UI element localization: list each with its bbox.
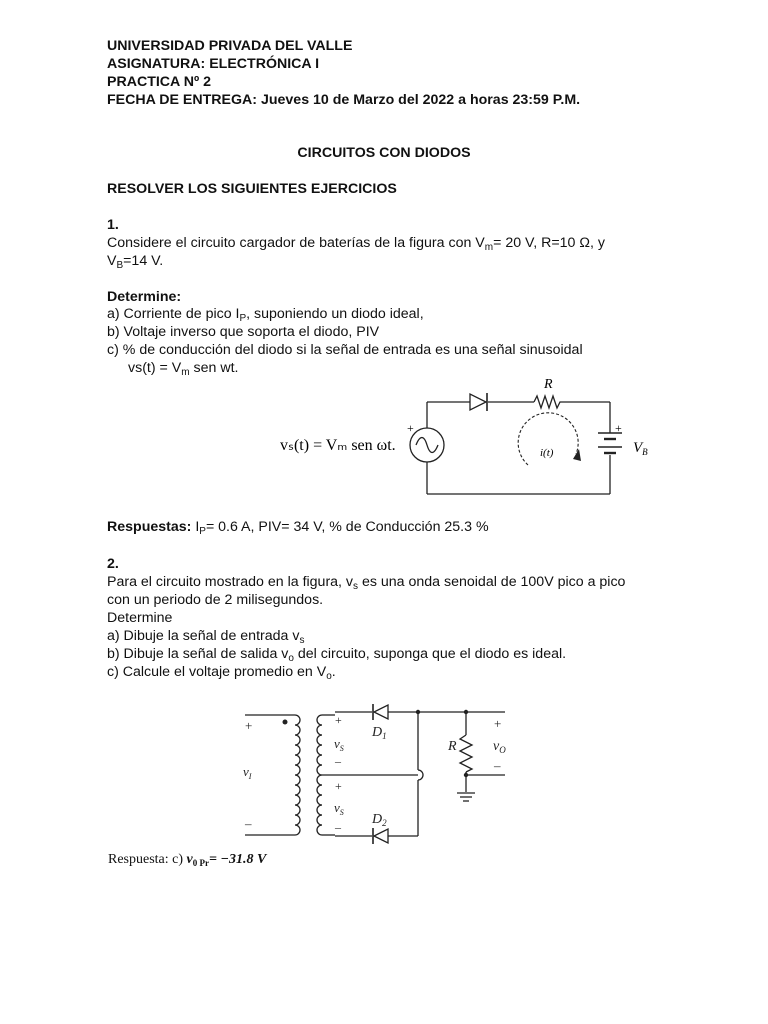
svg-text:+: + bbox=[615, 421, 622, 435]
exercise-2-determine: Determine bbox=[107, 610, 173, 626]
practice-number: PRACTICA Nº 2 bbox=[107, 74, 211, 90]
battery-charger-circuit-diagram bbox=[270, 372, 670, 502]
svg-text:–: – bbox=[335, 754, 341, 768]
junction-dot-icon bbox=[464, 710, 468, 714]
junction-dot-icon bbox=[416, 710, 420, 714]
exercise-2-statement: Para el circuito mostrado en la figura, $v_s$ es una onda senoidal de 100V pico a pico bbox=[107, 574, 626, 592]
due-date: FECHA DE ENTREGA: Jueves 10 de Marzo del 2022 a horas 23:59 P.M. bbox=[107, 92, 581, 108]
junction-dot-icon bbox=[464, 773, 468, 777]
svg-text:+: + bbox=[245, 718, 253, 733]
diode-icon bbox=[470, 393, 487, 411]
exercise-1-answers: Respuestas: $I_P= 0.6$ A, PIV= 34 V, % de Conducción 25.3 % bbox=[107, 519, 489, 537]
subject-line: ASIGNATURA: ELECTRÓNICA I bbox=[107, 56, 320, 72]
source-equation: vₛ(t) = Vₘ sen ωt. bbox=[280, 437, 396, 454]
svg-text:vS: $v_S$ bbox=[334, 736, 344, 753]
svg-text:–: – bbox=[335, 820, 341, 834]
ground-icon bbox=[457, 793, 475, 801]
svg-text:+: + bbox=[335, 779, 342, 793]
resistor-icon bbox=[460, 735, 472, 772]
svg-text:VB: $V_B$ bbox=[633, 440, 648, 457]
svg-text:+: + bbox=[494, 716, 502, 731]
instructions-heading: RESOLVER LOS SIGUIENTES EJERCICIOS bbox=[107, 181, 397, 197]
svg-text:+: + bbox=[407, 421, 414, 435]
svg-text:i(t): i(t) bbox=[540, 447, 554, 459]
svg-text:vO: $v_O$ bbox=[493, 739, 506, 755]
exercise-1-determine: Determine: bbox=[107, 289, 182, 305]
exercise-1-item-a: a) Corriente de pico $I_P$, suponiendo un diodo ideal, bbox=[107, 306, 424, 324]
svg-text:D2: $D_2$ bbox=[372, 812, 387, 828]
exercise-1-statement: Considere el circuito cargador de baterías de la figura con $V_m= 20$ V, R=10 Ω, y bbox=[107, 235, 605, 253]
full-wave-rectifier-diagram bbox=[235, 700, 525, 845]
exercise-1-item-c: c) % de conducción del diodo si la señal de entrada es una señal sinusoidal bbox=[107, 342, 583, 358]
exercise-2-statement-cont: con un periodo de 2 milisegundos. bbox=[107, 592, 324, 608]
exercise-1-item-b: b) Voltaje inverso que soporta el diodo, PIV bbox=[107, 324, 380, 340]
svg-text:–: – bbox=[245, 816, 252, 831]
svg-text:vI: $v_I$ bbox=[243, 764, 252, 781]
svg-text:R: R bbox=[544, 377, 553, 392]
exercise-1-item-c-formula: $vs(t) = V_m$ sen wt. bbox=[128, 360, 239, 378]
exercise-2-number: 2. bbox=[107, 556, 119, 572]
polarity-dot-icon bbox=[283, 720, 288, 725]
exercise-2-item-b: b) Dibuje la señal de salida $v_o$ del circuito, suponga que el diodo es ideal. bbox=[107, 646, 567, 664]
exercise-2-item-c: c) Calcule el voltaje promedio en $V_o$. bbox=[107, 664, 336, 682]
svg-text:+: + bbox=[335, 713, 342, 727]
resistor-icon bbox=[534, 396, 562, 408]
exercise-2-answer: Respuesta: c) $v_{0 Pr}= -31.8$ V bbox=[108, 852, 267, 868]
svg-text:vS: $v_S$ bbox=[334, 800, 344, 817]
exercise-2-item-a: a) Dibuje la señal de entrada $v_s$ bbox=[107, 628, 305, 646]
diode-d2-icon bbox=[373, 828, 388, 844]
ac-source-icon bbox=[410, 428, 444, 462]
university-name: UNIVERSIDAD PRIVADA DEL VALLE bbox=[107, 38, 353, 54]
exercise-1-number: 1. bbox=[107, 217, 119, 233]
exercise-1-statement-cont: $V_B=14$ V. bbox=[107, 253, 164, 271]
svg-text:R: R bbox=[448, 739, 457, 754]
document-title: CIRCUITOS CON DIODOS bbox=[297, 145, 471, 161]
svg-text:D1: $D_1$ bbox=[372, 725, 387, 741]
svg-text:–: – bbox=[494, 758, 501, 773]
diode-d1-icon bbox=[373, 704, 388, 720]
battery-icon bbox=[598, 433, 622, 453]
